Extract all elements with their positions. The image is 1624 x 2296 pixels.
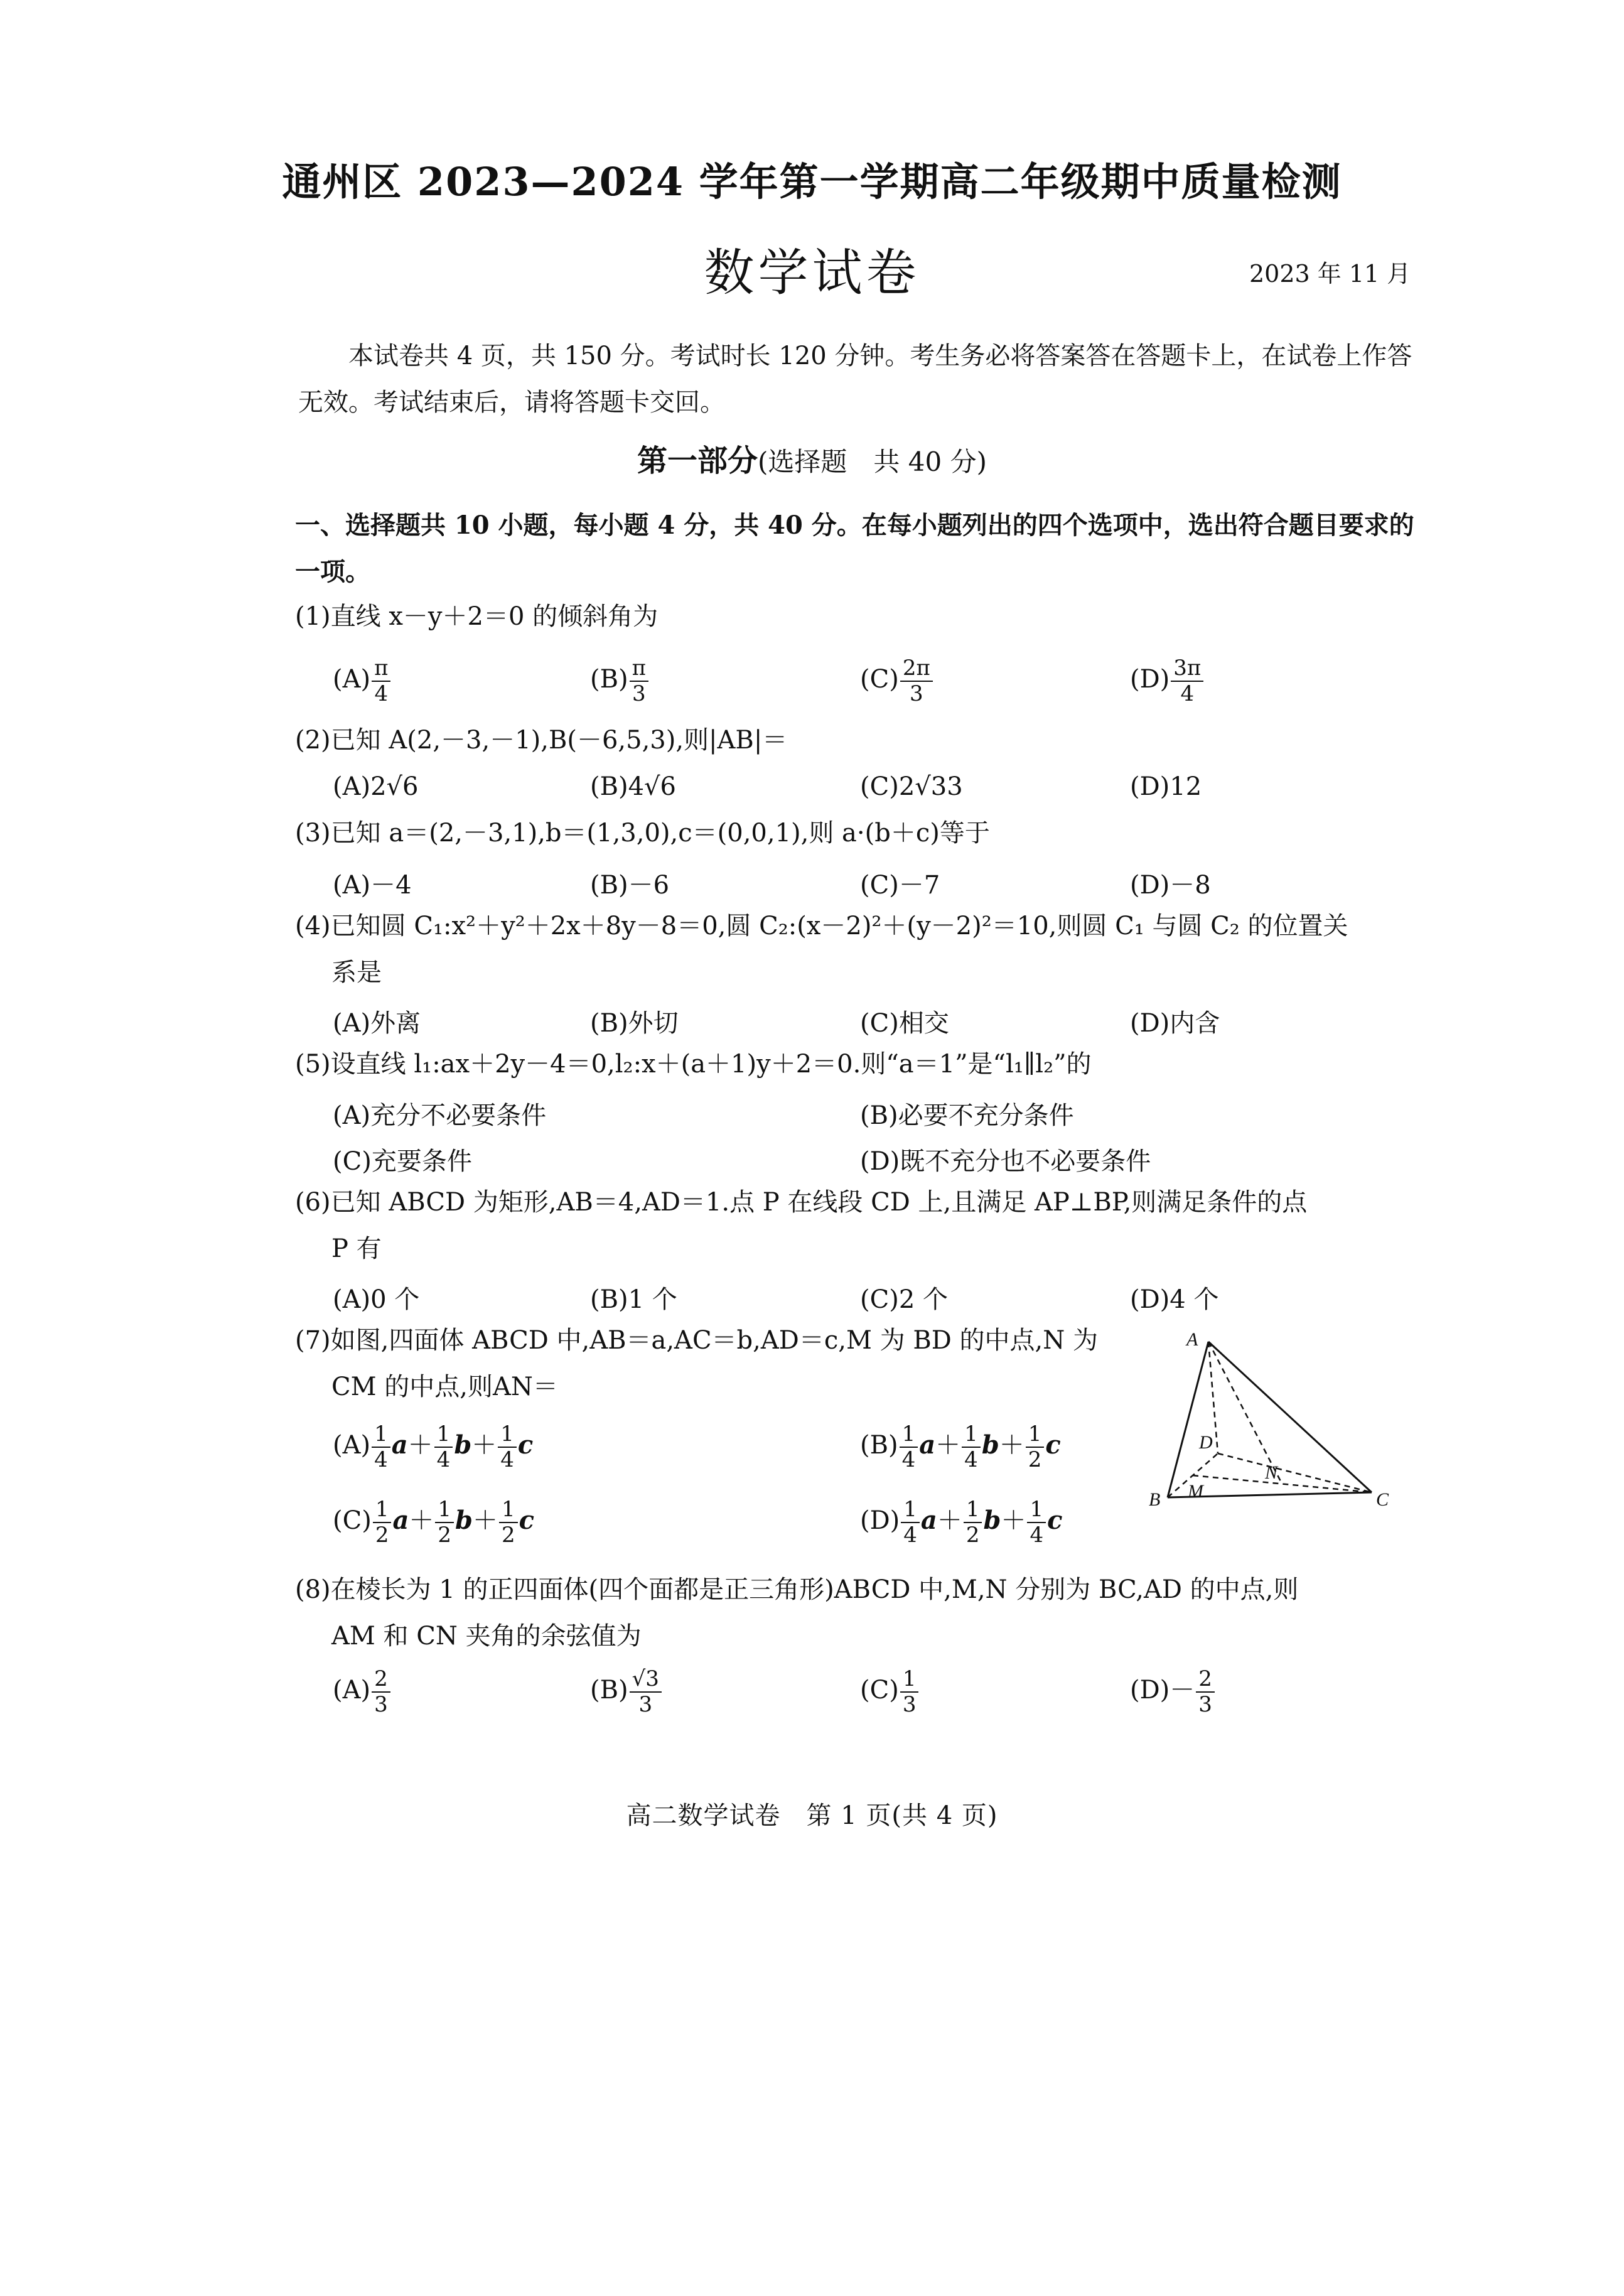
exam-title: 通州区 2023—2024 学年第一学期高二年级期中质量检测 bbox=[282, 159, 1342, 205]
q8-option-d: (D)－ $\frac{2}{3}$ bbox=[1130, 1667, 1216, 1717]
edge-ac bbox=[1208, 1342, 1372, 1492]
q7-option-a: (A) $\frac{1}{4}$ a＋ $\frac{1}{4}$ b＋ $\frac{1}{4}$ c bbox=[333, 1421, 534, 1473]
question-4-stem: (4)已知圆 C₁:x²＋y²＋2x＋8y－8＝0,圆 C₂:(x－2)²＋(y－2)²＝10,则圆 C₁ 与圆 C₂ 的位置关 系是 bbox=[295, 912, 1348, 987]
label-d: D bbox=[1199, 1432, 1213, 1453]
q5-option-d: (D)既不充分也不必要条件 bbox=[860, 1147, 1151, 1176]
part-heading bbox=[0, 436, 1624, 480]
q7-option-d: (D) $\frac{1}{4}$ a＋ $\frac{1}{2}$ b＋ $\frac{1}{4}$ c bbox=[860, 1497, 1063, 1548]
q3-option-c: (C)－7 bbox=[860, 871, 940, 900]
q2-option-a: (A)2√6 bbox=[333, 772, 419, 801]
question-8-stem: (8)在棱长为 1 的正四面体(四个面都是正三角形)ABCD 中,M,N 分别为 BC,AD 的中点,则 AM 和 CN 夹角的余弦值为 bbox=[295, 1575, 1299, 1651]
q1-option-a: (A) $\frac{\pi}{4}$ bbox=[333, 656, 392, 706]
q6-option-d: (D)4 个 bbox=[1130, 1285, 1219, 1314]
section-instructions: 一、选择题共 10 小题，每小题 4 分，共 40 分。在每小题列出的四个选项中，选出符合题目要求的一项。 bbox=[295, 510, 1414, 586]
segment-cm bbox=[1193, 1475, 1372, 1492]
exam-subtitle: 数学试卷 bbox=[704, 244, 920, 302]
label-a: A bbox=[1186, 1329, 1198, 1350]
q3-option-a: (A)－4 bbox=[333, 871, 412, 900]
q5-option-b: (B)必要不充分条件 bbox=[860, 1101, 1074, 1130]
q7-option-c: (C) $\frac{1}{2}$ a＋ $\frac{1}{2}$ b＋ $\frac{1}{2}$ c bbox=[333, 1497, 534, 1548]
q8-option-c: (C) $\frac{1}{3}$ bbox=[860, 1667, 920, 1717]
label-m: M bbox=[1188, 1481, 1203, 1502]
q2-option-c: (C)2√33 bbox=[860, 772, 963, 801]
edge-cd bbox=[1218, 1453, 1372, 1492]
question-1-stem: (1)直线 x－y＋2＝0 的倾斜角为 bbox=[295, 602, 659, 631]
question-2-stem: (2)已知 A(2,－3,－1),B(－6,5,3),则|AB|＝ bbox=[295, 726, 788, 755]
q2-option-b: (B)4√6 bbox=[590, 772, 676, 801]
question-7-stem: (7)如图,四面体 ABCD 中,AB＝a,AC＝b,AD＝c,M 为 BD 的中点,N 为 CM 的中点,则AN＝ bbox=[295, 1326, 1098, 1401]
q1-option-b: (B) $\frac{\pi}{3}$ bbox=[590, 656, 650, 706]
q4-option-a: (A)外离 bbox=[333, 1009, 421, 1038]
q4-option-c: (C)相交 bbox=[860, 1009, 949, 1038]
question-5-stem: (5)设直线 l₁:ax＋2y－4＝0,l₂:x＋(a＋1)y＋2＝0.则“a＝1”是“l₁∥l₂”的 bbox=[295, 1050, 1092, 1079]
q4-option-b: (B)外切 bbox=[590, 1009, 679, 1038]
q8-option-a: (A) $\frac{2}{3}$ bbox=[333, 1667, 392, 1717]
question-6-stem: (6)已知 ABCD 为矩形,AB＝4,AD＝1.点 P 在线段 CD 上,且满足 AP⊥BP,则满足条件的点 P 有 bbox=[295, 1188, 1308, 1263]
q6-option-b: (B)1 个 bbox=[590, 1285, 677, 1314]
label-c: C bbox=[1376, 1489, 1389, 1510]
q6-option-c: (C)2 个 bbox=[860, 1285, 948, 1314]
q6-option-a: (A)0 个 bbox=[333, 1285, 420, 1314]
q7-option-b: (B) $\frac{1}{4}$ a＋ $\frac{1}{4}$ b＋ $\frac{1}{2}$ c bbox=[860, 1421, 1061, 1473]
intro-paragraph: 本试卷共 4 页，共 150 分。考试时长 120 分钟。考生务必将答案答在答题卡上，在试卷上作答无效。考试结束后，请将答题卡交回。 bbox=[298, 342, 1412, 417]
page-footer: 高二数学试卷 第 1 页(共 4 页) bbox=[626, 1801, 998, 1830]
q3-option-b: (B)－6 bbox=[590, 871, 670, 900]
exam-date: 2023 年 11 月 bbox=[1249, 260, 1411, 288]
part-name: 第一部分 bbox=[637, 443, 758, 478]
q2-option-d: (D)12 bbox=[1130, 772, 1202, 801]
q3-option-d: (D)－8 bbox=[1130, 871, 1211, 900]
q1-option-d: (D) $\frac{3\pi}{4}$ bbox=[1130, 656, 1205, 706]
label-b: B bbox=[1149, 1489, 1161, 1510]
q1-option-c: (C) $\frac{2\pi}{3}$ bbox=[860, 656, 934, 706]
q5-option-a: (A)充分不必要条件 bbox=[333, 1101, 547, 1130]
q8-option-b: (B) $\frac{√3}{3}$ bbox=[590, 1667, 663, 1717]
q4-option-d: (D)内含 bbox=[1130, 1009, 1220, 1038]
part-note: (选择题 共 40 分) bbox=[758, 446, 987, 477]
question-3-stem: (3)已知 a＝(2,－3,1),b＝(1,3,0),c＝(0,0,1),则 a·(b＋c)等于 bbox=[295, 819, 990, 848]
tetrahedron-figure bbox=[1149, 1328, 1412, 1510]
label-n: N bbox=[1265, 1462, 1278, 1483]
edge-ab bbox=[1168, 1342, 1208, 1497]
q5-option-c: (C)充要条件 bbox=[333, 1147, 472, 1176]
